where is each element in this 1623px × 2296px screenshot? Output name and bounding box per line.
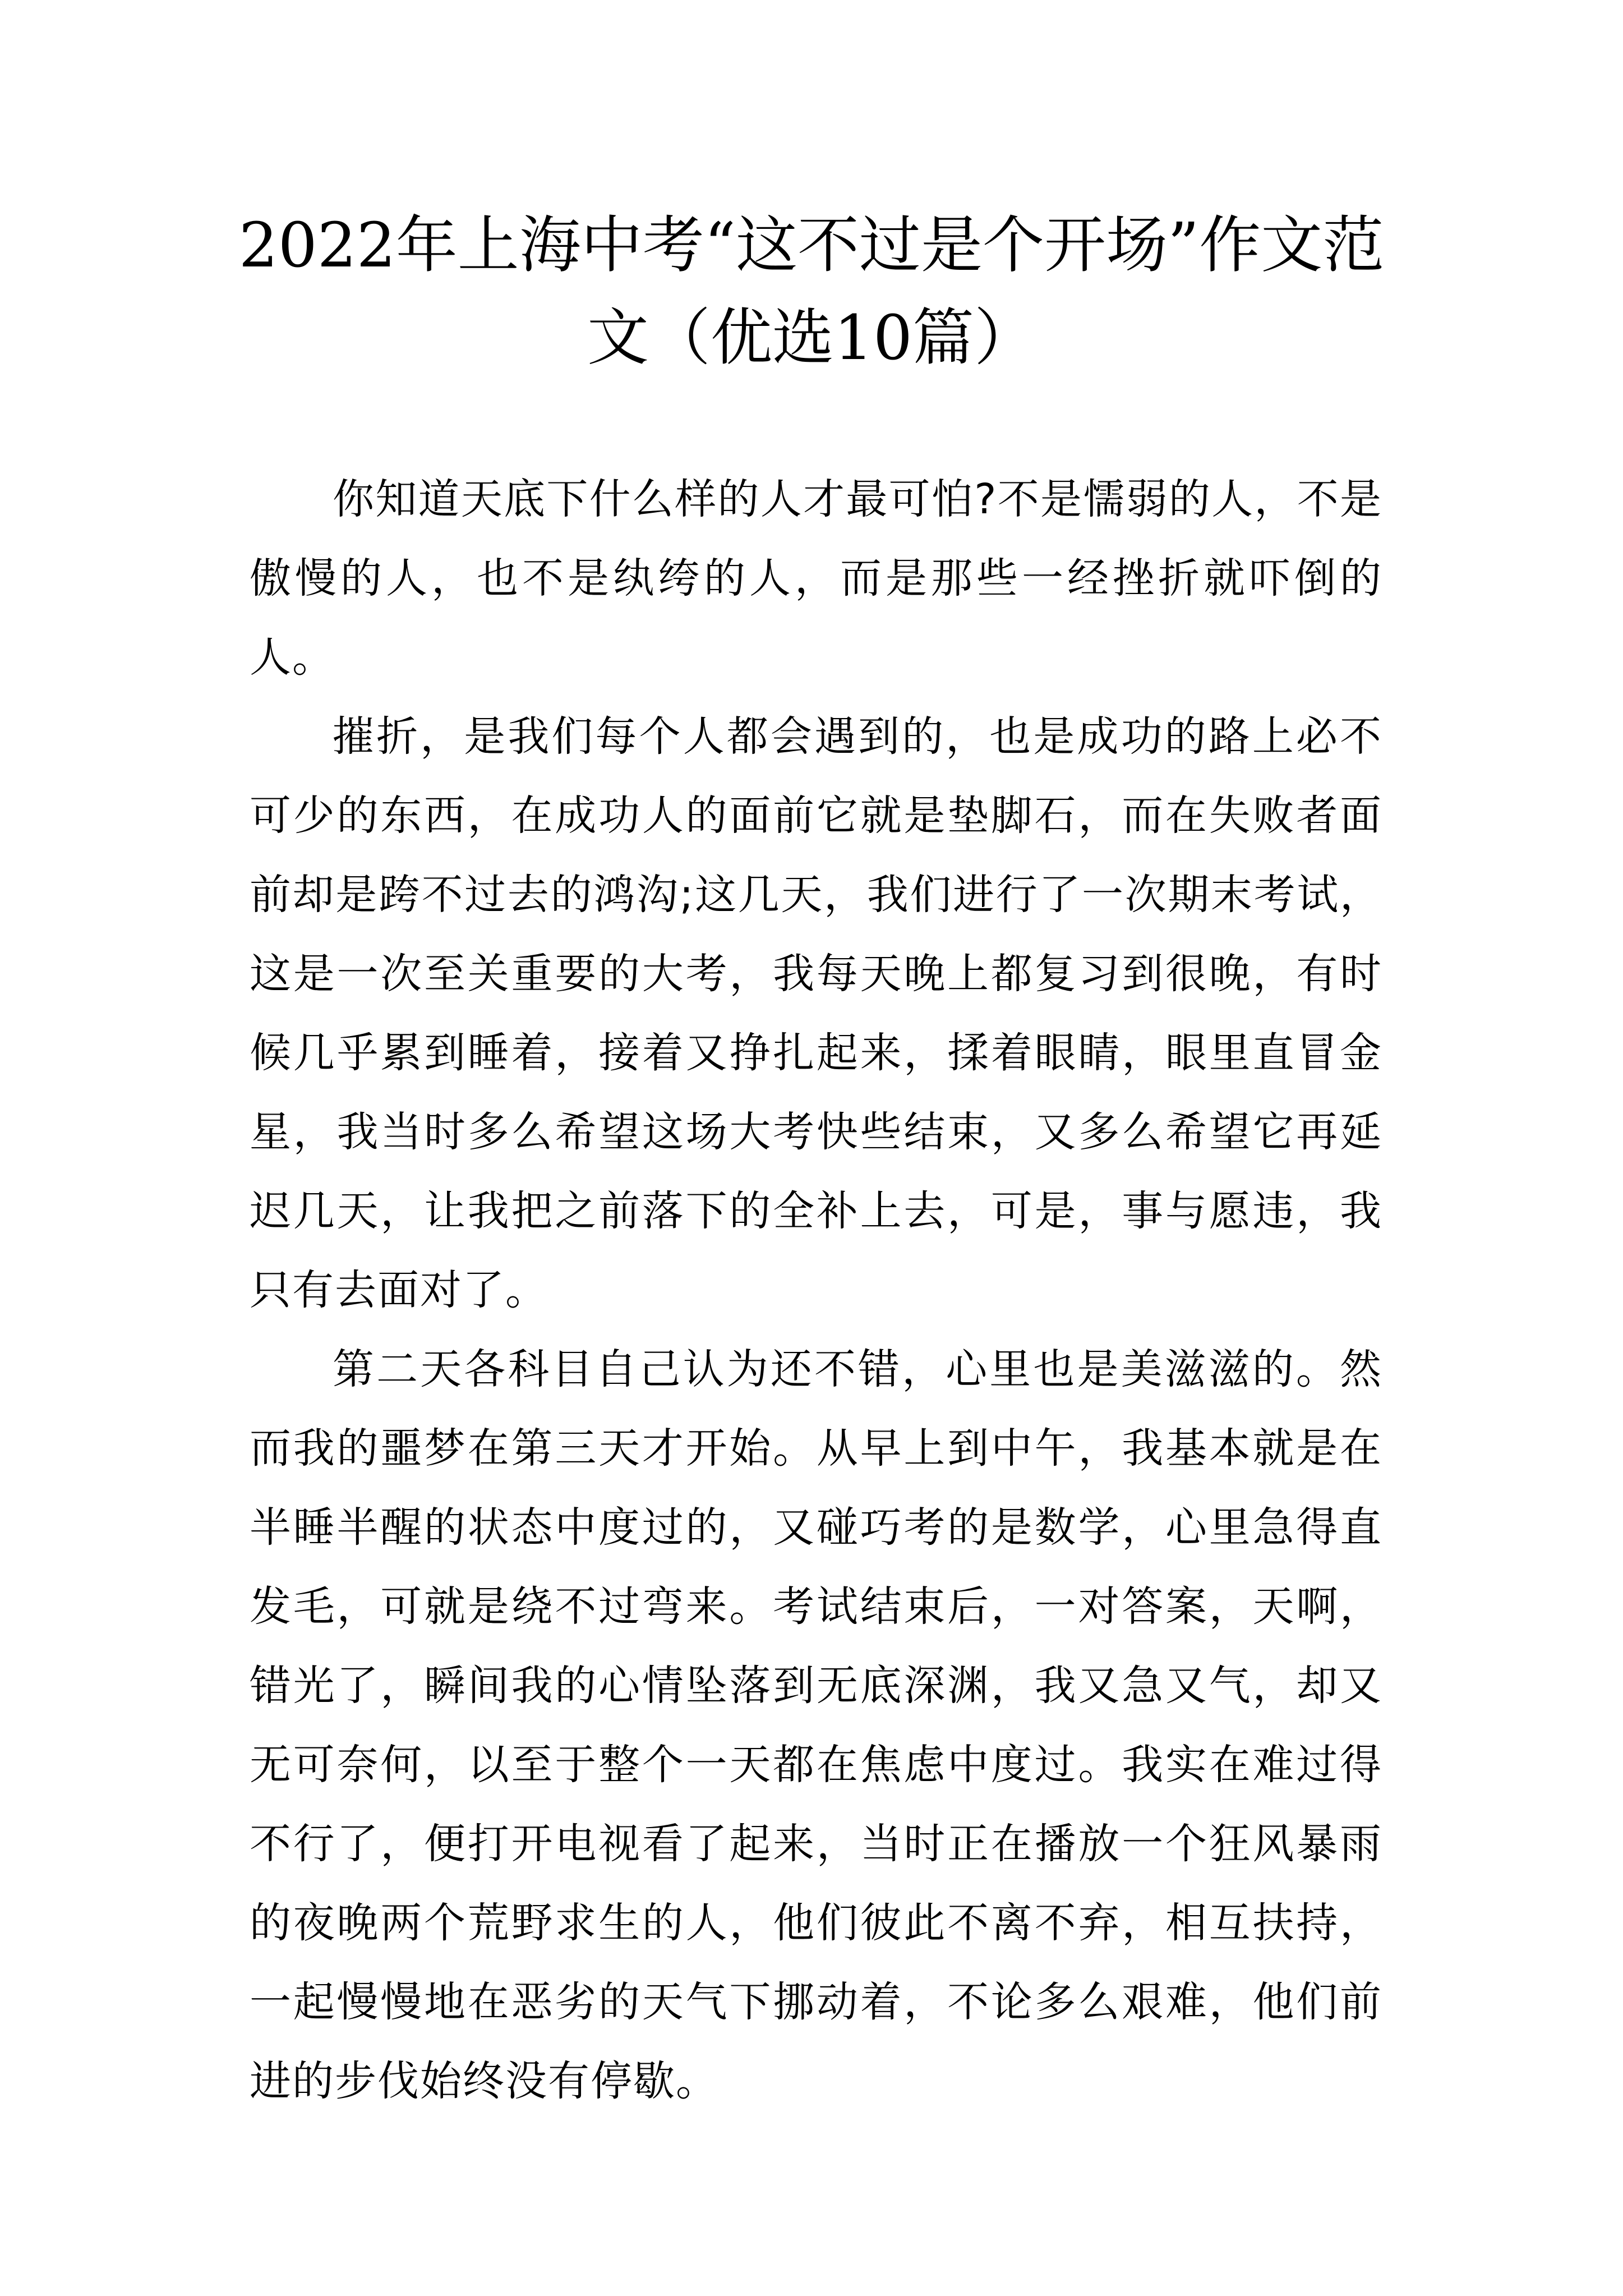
title-line-2: 文（优选10篇） [587,302,1036,374]
title-line-1: 2022年上海中考“这不过是个开场”作文范 [238,209,1385,281]
document-body [250,460,1382,2121]
paragraph-3: 第二天各科目自己认为还不错，心里也是美滋滋的。然而我的噩梦在第三天才开始。从早上到中午，我基本就是在半睡半醒的状态中度过的，又碰巧考的是数学，心里急得直发毛，可就是绕不过弯来。考试结束后，一对答案，天啊，错光了，瞬间我的心情坠落到无底深渊，我又急又气，却又无可奈何，以至于整个一天都在焦虑中度过。我实在难过得不行了，便打开电视看了起来，当时正在播放一个狂风暴雨的夜晚两个荒野求生的人，他们彼此不离不弃，相互扶持，一起慢慢地在恶劣的天气下挪动着，不论多么艰难，他们前进的步伐始终没有停歇。 [250,1345,1382,2105]
paragraph-2: 摧折，是我们每个人都会遇到的，也是成功的路上必不可少的东西，在成功人的面前它就是垫脚石，而在失败者面前却是跨不过去的鸿沟;这几天，我们进行了一次期末考试，这是一次至关重要的大考，我每天晚上都复习到很晚，有时候几乎累到睡着，接着又挣扎起来，揉着眼睛，眼里直冒金星，我当时多么希望这场大考快些结束，又多么希望它再延迟几天，让我把之前落下的全补上去，可是，事与愿违，我只有去面对了。 [250,712,1382,1314]
paragraph-1: 你知道天底下什么样的人才最可怕?不是懦弱的人，不是傲慢的人，也不是纨绔的人，而是那些一经挫折就吓倒的人。 [250,475,1382,682]
document-title [236,199,1387,384]
